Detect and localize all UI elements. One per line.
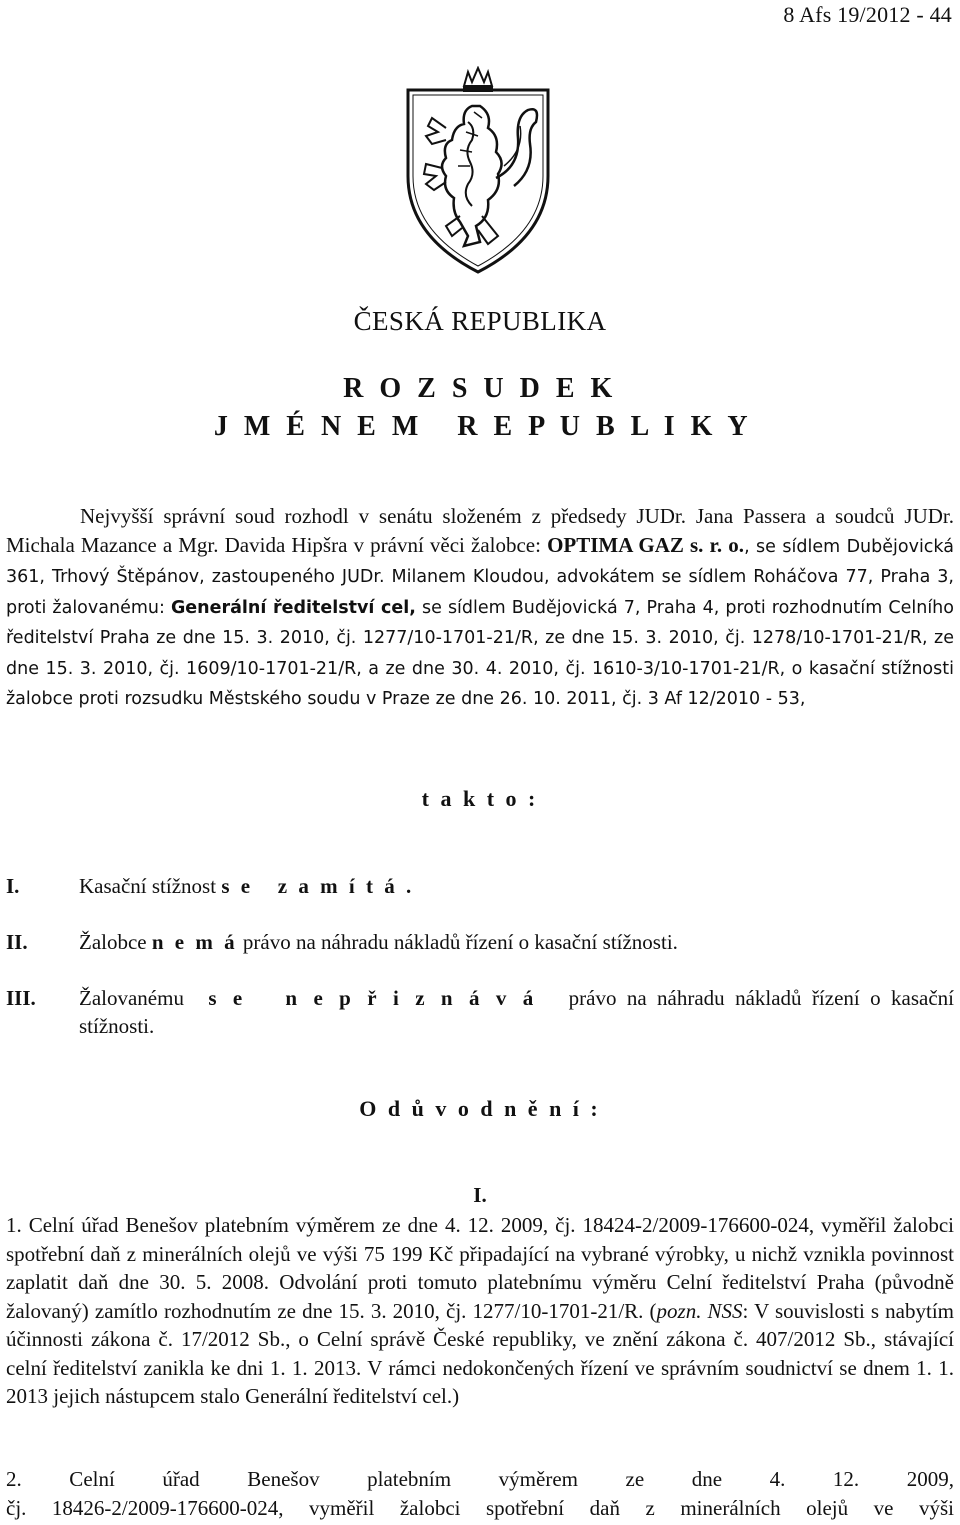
- section-numeral: I.: [473, 1183, 487, 1207]
- czech-coat-of-arms-lion-icon: [402, 66, 554, 276]
- note-label: pozn. NSS: [656, 1298, 743, 1323]
- item-numeral: I.: [6, 874, 20, 898]
- intro-text-part2: , se sídlem Dubějovická 361, Trhový Štěpánov, zastoupeného JUDr. Milanem Kloudou, advokátem se sídlem Roháčova 77, Praha 3, proti žalovanému:: [6, 536, 954, 618]
- reasoning-paragraph-1: [6, 1211, 954, 1411]
- item-text-after: právo na náhradu nákladů řízení o kasační stížnosti.: [237, 930, 678, 954]
- para2-line1: 2. Celní úřad Benešov platebním výměrem ze dne 4. 12. 2009,: [6, 1467, 954, 1491]
- item-text-after: právo na náhradu nákladů řízení o kasační: [558, 986, 954, 1010]
- verdict-title-line2: J M É N E M R E P U B L I K Y: [213, 411, 753, 442]
- para1-text-b: : V souvislosti s nabytím účinnosti zákona č. 17/2012 Sb., o Celní správě České republiky, ve znění zákona č. 407/2012 Sb., stávající celní ředitelství zanikla ke dni 1. 1. 2013. V rámci nedokončených řízení ve správním soudnictví se dnem 1. 1. 2013 jejich nástupcem stalo Generální ředitelství cel.): [6, 1298, 954, 1408]
- reasoning-heading: O d ů v o d n ě n í :: [359, 1096, 601, 1121]
- intro-text-part1: Nejvyšší správní soud rozhodl v senátu složeném z předsedy JUDr. Jana Passera a soudců JUDr. Michala Mazance a Mgr. Davida Hipšra v právní věci žalobce:: [6, 504, 954, 557]
- plaintiff-name: OPTIMA GAZ s. r. o.: [547, 532, 745, 557]
- verdict-title-line1: R O Z S U D E K: [343, 373, 617, 404]
- item-text-line2: stížnosti.: [79, 1014, 155, 1038]
- item-text: Kasační stížnost: [79, 874, 222, 898]
- item-spaced-verb: n e m á: [151, 930, 238, 954]
- item-text: Žalobce: [79, 930, 152, 954]
- file-reference: 8 Afs 19/2012 - 44: [783, 2, 952, 27]
- intro-text-part3: se sídlem Budějovická 7, Praha 4, proti rozhodnutím Celního ředitelství Praha ze dne 15. 3. 2010, čj. 1277/10-1701-21/R, ze dne 15. 3. 2010, čj. 1278/10-1701-21/R, ze dne 15. 3. 2010, čj. 1609/10-1701-21/R, a ze dne 30. 4. 2010, čj. 1610-3/10-1701-21/R, o kasační stížnosti žalobce proti rozsudku Městského soudu v Praze ze dne 26. 10. 2011, čj. 3 Af 12/2010 - 53,: [6, 597, 954, 709]
- para2-line2: čj. 18426-2/2009-176600-024, vyměřil žalobci spotřební daň z minerálních olejů ve výši: [6, 1495, 954, 1520]
- country-name: ČESKÁ REPUBLIKA: [353, 306, 607, 336]
- defendant-name: Generální ředitelství cel,: [170, 597, 416, 618]
- verdict-title: [0, 370, 960, 446]
- para1-text-a: 1. Celní úřad Benešov platebním výměrem ze dne 4. 12. 2009, čj. 18424-2/2009-176600-024, vyměřil žalobci spotřební daň z minerálních olejů ve výši 75 199 Kč připadající na vybrané výrobky, u nichž vznikla povinnost zaplatit daň dne 30. 5. 2008. Odvolání proti tomuto platebnímu výměru Celní ředitelství Praha (původně žalovaný) zamítlo rozhodnutím ze dne 15. 3. 2010, čj. 1277/10-1701-21/R. (: [6, 1213, 954, 1323]
- reasoning-paragraph-2: [6, 1465, 954, 1522]
- operative-heading: t a k t o :: [421, 786, 539, 811]
- item-text: Žalovanému: [79, 986, 195, 1010]
- item-numeral: III.: [6, 986, 36, 1010]
- intro-paragraph: [6, 502, 954, 714]
- item-spaced-verb: s e n e p ř i z n á v á: [208, 986, 537, 1010]
- item-numeral: II.: [6, 930, 28, 954]
- operative-item: [6, 984, 954, 1044]
- item-spaced-verb: s e z a m í t á .: [221, 874, 415, 898]
